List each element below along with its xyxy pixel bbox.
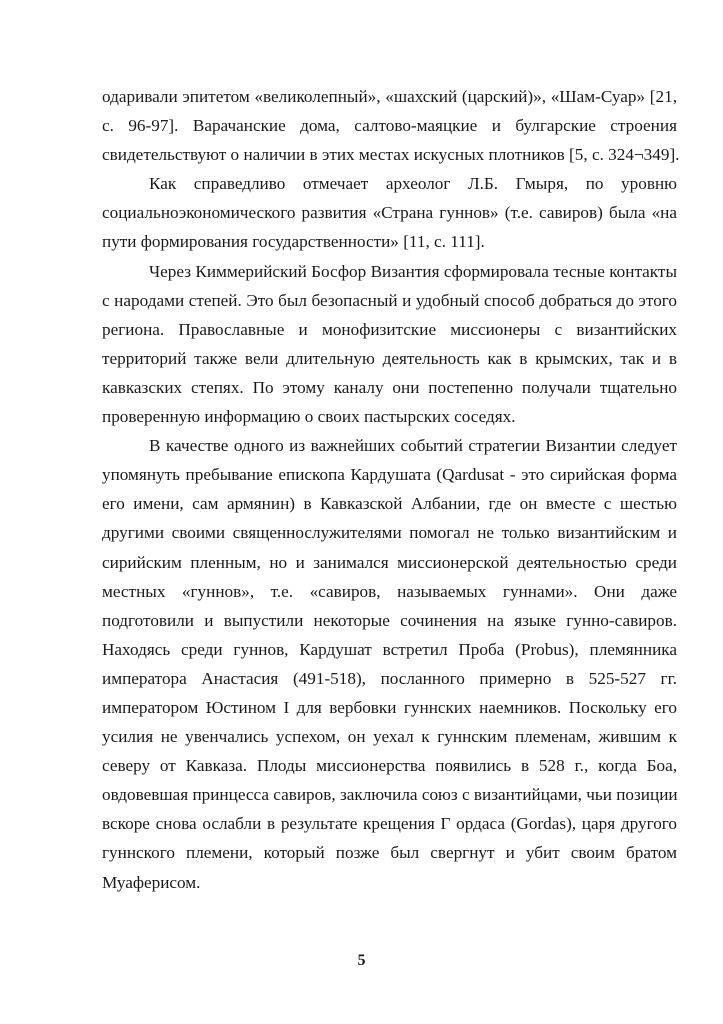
text-line: сирийским пленным, но и занимался миссионерской деятельностью среди bbox=[102, 552, 677, 572]
paragraph bbox=[102, 431, 677, 897]
paragraph bbox=[102, 169, 677, 256]
text-line: вскоре снова ослабли в результате крещения Г ордаса (Gordas), царя другого bbox=[102, 814, 677, 834]
page-number: 5 bbox=[357, 952, 366, 969]
paragraph bbox=[102, 82, 680, 169]
text-line: гуннского племени, который позже был свергнут и убит своим братом bbox=[102, 843, 677, 863]
text-line: одаривали эпитетом «великолепный», «шахский (царский)», «Шам-Суар» [21, bbox=[102, 87, 677, 106]
text-line: другими своими священнослужителями помогал не только византийским и bbox=[102, 523, 677, 543]
text-line: В качестве одного из важнейших событий стратегии Византии следует bbox=[149, 436, 677, 456]
document-body bbox=[102, 82, 680, 897]
text-line: Как справедливо отмечает археолог Л.Б. Гмыря, по уровню bbox=[149, 174, 677, 194]
text-line: с народами степей. Это был безопасный и удобный способ добраться до этого bbox=[102, 290, 677, 310]
text-line: императором Юстином I для вербовки гуннских наемников. Поскольку его bbox=[102, 697, 677, 717]
text-line: его имени, сам армянин) в Кавказской Албании, где он вместе с шестью bbox=[102, 494, 677, 514]
paragraph bbox=[102, 257, 677, 432]
text-line: проверенную информацию о своих пастырских соседях. bbox=[102, 407, 516, 427]
text-line: пути формирования государственности» [11, с. 111]. bbox=[102, 232, 485, 252]
text-line: усилия не увенчались успехом, он уехал к гуннским племенам, жившим к bbox=[102, 727, 677, 747]
text-line: социальноэкономического развития «Страна гуннов» (т.е. савиров) была «на bbox=[102, 203, 677, 223]
text-line: свидетельствуют о наличии в этих местах искусных плотников [5, с. 324¬349]. bbox=[102, 145, 680, 165]
text-line: овдовевшая принцесса савиров, заключила союз с византийцами, чьи позиции bbox=[102, 785, 678, 805]
text-line: местных «гуннов», т.е. «савиров, называемых гуннами». Они даже bbox=[102, 581, 677, 601]
text-line: северу от Кавказа. Плоды миссионерства появились в 528 г., когда Боа, bbox=[102, 756, 677, 776]
text-line: с. 96-97]. Варачанские дома, салтово-маяцкие и булгарские строения bbox=[102, 116, 677, 136]
text-line: подготовили и выпустили некоторые сочинения на языке гунно-савиров. bbox=[102, 610, 677, 630]
text-line: территорий также вели длительную деятельность как в крымских, так и в bbox=[102, 348, 677, 368]
text-line: Муаферисом. bbox=[102, 872, 201, 892]
text-line: региона. Православные и монофизитские миссионеры с византийских bbox=[102, 319, 677, 339]
text-line: кавказских степях. По этому каналу они постепенно получали тщательно bbox=[102, 377, 677, 397]
text-line: Находясь среди гуннов, Кардушат встретил Проба (Probus), племянника bbox=[102, 639, 677, 659]
text-line: упомянуть пребывание епископа Кардушата (Qardusat - это сирийская форма bbox=[102, 465, 677, 485]
text-line: императора Анастасия (491-518), посланного примерно в 525-527 гг. bbox=[102, 668, 677, 688]
text-line: Через Киммерийский Босфор Византия сформировала тесные контакты bbox=[149, 261, 677, 281]
